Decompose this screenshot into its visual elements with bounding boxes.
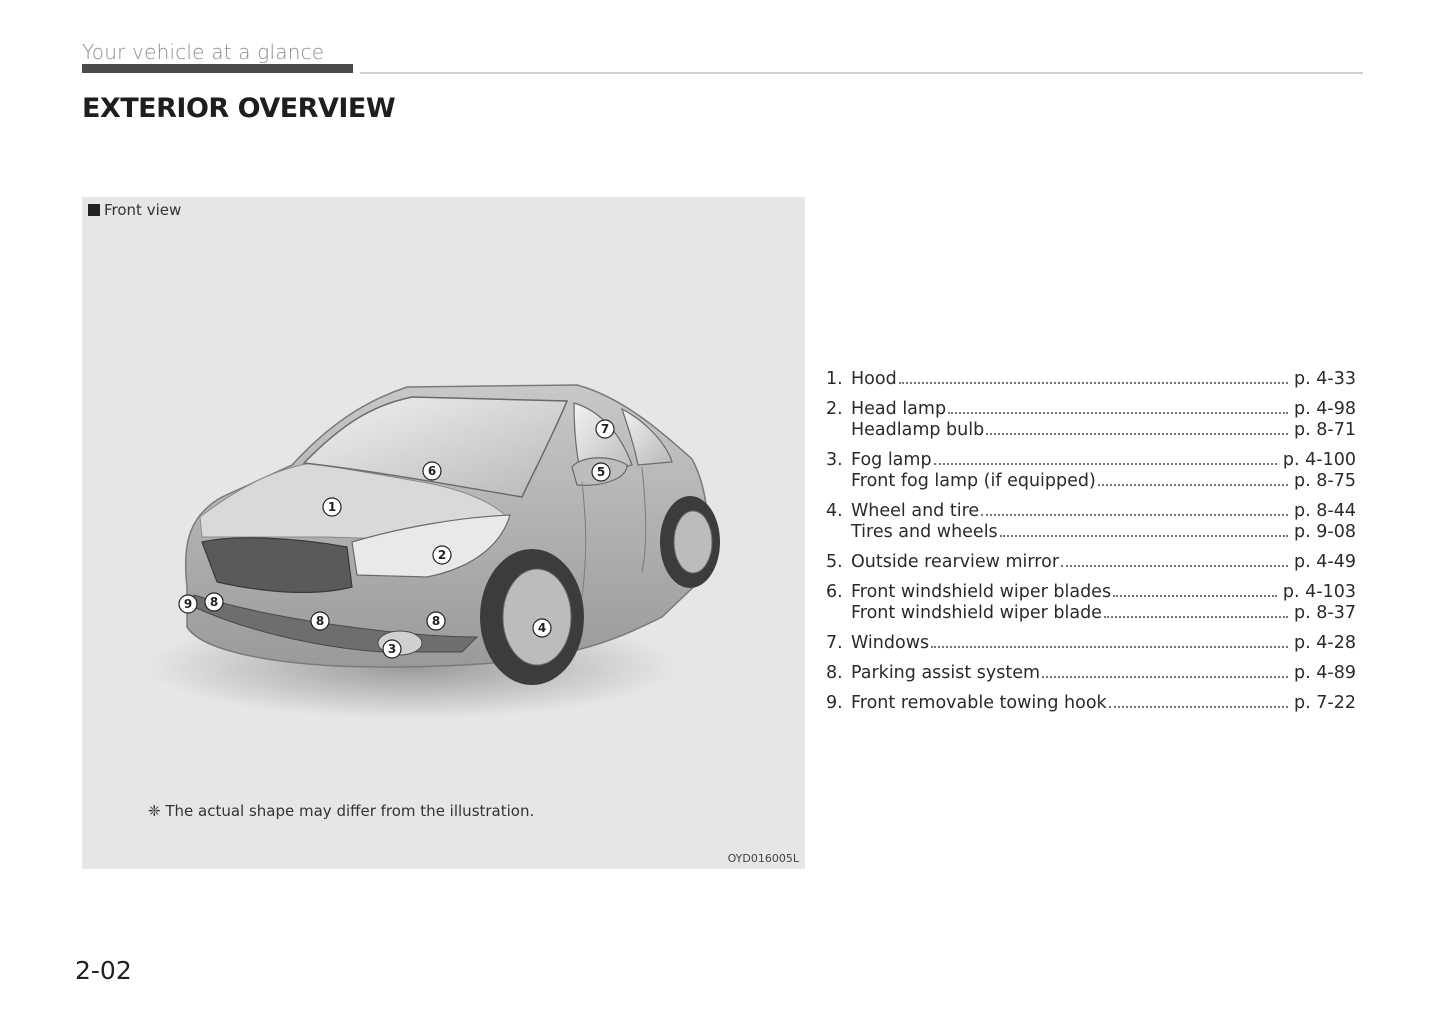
part-page-ref: p. 4-103 — [1282, 582, 1356, 602]
part-name: Fog lamp — [851, 450, 932, 470]
part-item — [826, 399, 1356, 441]
svg-text:7: 7 — [600, 422, 610, 436]
part-name: Front fog lamp (if equipped) — [851, 471, 1096, 491]
part-number: 5. — [826, 552, 843, 572]
callout-8-center — [311, 612, 329, 630]
part-page-ref: p. 8-37 — [1294, 603, 1356, 623]
part-number: 1. — [826, 369, 843, 389]
dot-leader — [1000, 535, 1288, 537]
part-page-ref: p. 4-100 — [1282, 450, 1356, 470]
part-number: 6. — [826, 582, 843, 602]
part-item — [826, 552, 1356, 573]
dot-leader — [948, 412, 1288, 414]
part-line — [826, 603, 1356, 624]
front-view-figure — [82, 197, 805, 869]
part-line — [826, 501, 1356, 522]
part-line — [826, 399, 1356, 420]
svg-text:8: 8 — [209, 595, 219, 609]
svg-text:2: 2 — [437, 548, 447, 562]
part-name: Front removable towing hook — [851, 693, 1107, 713]
dot-leader — [1061, 565, 1288, 567]
car-illustration — [82, 197, 805, 869]
callout-6 — [423, 462, 441, 480]
callout-5 — [592, 463, 610, 481]
svg-text:1: 1 — [327, 500, 337, 514]
part-number: 8. — [826, 663, 843, 683]
svg-text:5: 5 — [596, 465, 606, 479]
part-line — [826, 369, 1356, 390]
part-page-ref: p. 7-22 — [1294, 693, 1356, 713]
part-line — [826, 450, 1356, 471]
callout-8-left — [205, 593, 223, 611]
part-page-ref: p. 8-71 — [1294, 420, 1356, 440]
dot-leader — [1113, 595, 1277, 597]
part-page-ref: p. 8-75 — [1294, 471, 1356, 491]
svg-text:9: 9 — [183, 597, 193, 611]
part-page-ref: p. 4-89 — [1294, 663, 1356, 683]
part-item — [826, 663, 1356, 684]
dot-leader — [899, 382, 1288, 384]
dot-leader — [1109, 706, 1288, 708]
part-name: Headlamp bulb — [851, 420, 985, 440]
part-page-ref: p. 4-98 — [1294, 399, 1356, 419]
part-number: 3. — [826, 450, 843, 470]
part-number: 2. — [826, 399, 843, 419]
dot-leader — [1104, 616, 1288, 618]
part-line — [826, 420, 1356, 441]
svg-text:8: 8 — [315, 614, 325, 628]
dot-leader — [1042, 676, 1288, 678]
part-line — [826, 471, 1356, 492]
part-page-ref: p. 4-28 — [1294, 633, 1356, 653]
part-line — [826, 582, 1356, 603]
part-number: 4. — [826, 501, 843, 521]
part-line — [826, 552, 1356, 573]
callout-1 — [323, 498, 341, 516]
callout-9 — [179, 595, 197, 613]
callout-7 — [596, 420, 614, 438]
part-item — [826, 501, 1356, 543]
part-name: Tires and wheels — [851, 522, 998, 542]
callout-2 — [433, 546, 451, 564]
part-line — [826, 633, 1356, 654]
svg-text:3: 3 — [387, 642, 397, 656]
part-item — [826, 582, 1356, 624]
figure-code: OYD016005L — [727, 852, 799, 865]
section-label: Your vehicle at a glance — [82, 40, 325, 64]
part-name: Outside rearview mirror — [851, 552, 1060, 572]
part-line — [826, 522, 1356, 543]
front-rim — [503, 569, 571, 665]
callout-8-right — [427, 612, 445, 630]
part-page-ref: p. 9-08 — [1294, 522, 1356, 542]
part-name: Wheel and tire — [851, 501, 980, 521]
part-page-ref: p. 4-49 — [1294, 552, 1356, 572]
part-item — [826, 369, 1356, 390]
page-number: 2-02 — [75, 956, 132, 985]
rear-rim — [674, 511, 712, 573]
callout-4 — [533, 619, 551, 637]
dot-leader — [981, 514, 1288, 516]
figure-note: ❈ The actual shape may differ from the illustration. — [148, 802, 535, 820]
part-name: Hood — [851, 369, 897, 389]
dot-leader — [931, 646, 1288, 648]
part-page-ref: p. 8-44 — [1294, 501, 1356, 521]
dot-leader — [934, 463, 1277, 465]
part-line — [826, 663, 1356, 684]
part-number: 9. — [826, 693, 843, 713]
page-title: EXTERIOR OVERVIEW — [82, 93, 396, 124]
part-name: Windows — [851, 633, 930, 653]
part-name: Parking assist system — [851, 663, 1041, 683]
part-number: 7. — [826, 633, 843, 653]
part-name: Front windshield wiper blade — [851, 603, 1102, 623]
part-item — [826, 633, 1356, 654]
section-rule-thin — [360, 72, 1363, 74]
parts-list — [826, 369, 1356, 723]
callout-3 — [383, 640, 401, 658]
part-line — [826, 693, 1356, 714]
part-item — [826, 693, 1356, 714]
figure-caption-text: Front view — [104, 201, 182, 219]
part-page-ref: p. 4-33 — [1294, 369, 1356, 389]
svg-text:6: 6 — [427, 464, 437, 478]
section-rule-thick — [82, 64, 353, 73]
part-name: Head lamp — [851, 399, 947, 419]
part-name: Front windshield wiper blades — [851, 582, 1112, 602]
svg-text:8: 8 — [431, 614, 441, 628]
dot-leader — [1098, 484, 1288, 486]
dot-leader — [986, 433, 1288, 435]
svg-text:4: 4 — [537, 621, 547, 635]
part-item — [826, 450, 1356, 492]
